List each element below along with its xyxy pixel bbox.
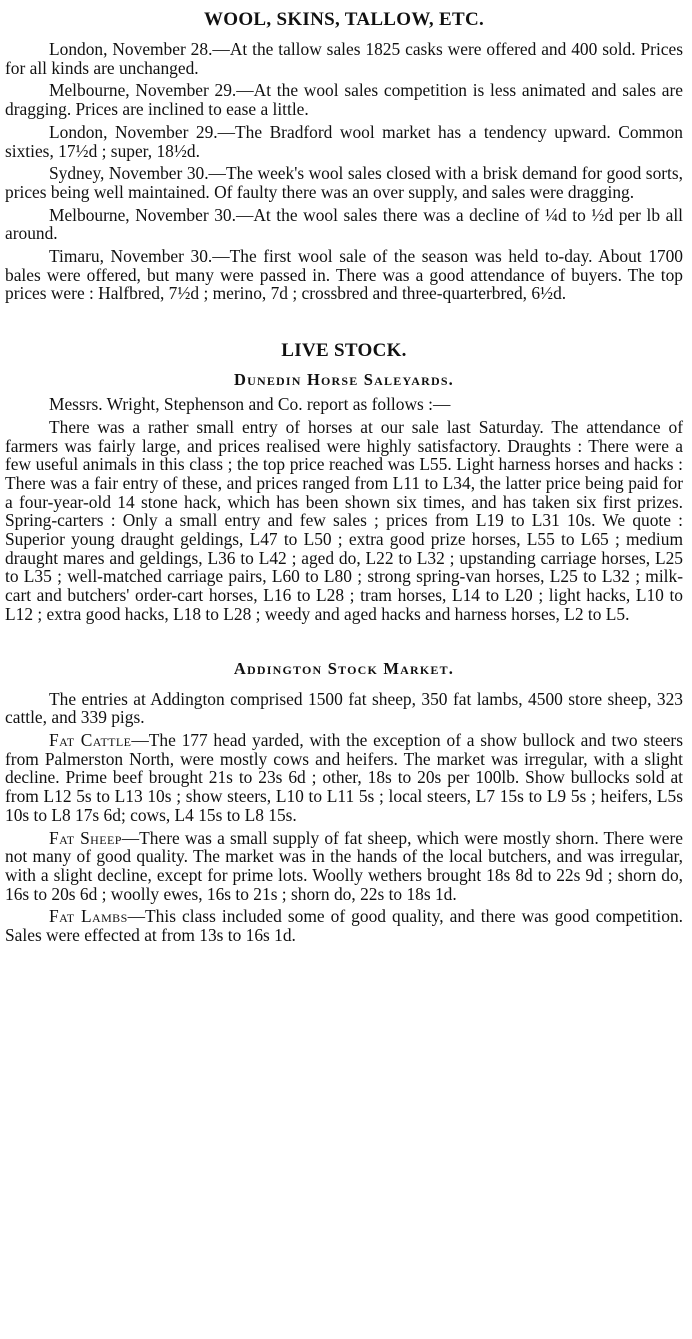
section-spacer (5, 628, 683, 658)
wool-paragraph-2: Melbourne, November 29.—At the wool sales competition is less animated and sales are dragging. Prices are inclined to ease a little. (5, 80, 683, 120)
fat-lambs-text: —This class included some of good quality, and there was good competition. Sales were effected at from 13s to 16s 1d. (5, 906, 683, 946)
wool-section-title: WOOL, SKINS, TALLOW, ETC. (203, 9, 485, 30)
fat-cattle-text: —The 177 head yarded, with the exception of a show bullock and two steers from Palmerston North, were mostly cows and heifers. The market was irregular, with a slight decline. Prime beef brought 21s to 23s 6d ; other, 18s to 20s per 100lb. Show bullocks sold at from L12 5s to L13 10s ; show steers, L10 to L11 5s ; local steers, L7 15s to L9 5s ; heifers, L5s 10s to L8 17s 6d; cows, L4 15s to L8 15s. (5, 729, 683, 825)
dunedin-intro: Messrs. Wright, Stephenson and Co. report as follows :— (49, 394, 451, 415)
fat-sheep-lead: Fat Sheep (49, 827, 122, 848)
dunedin-subtitle: Dunedin Horse Saleyards. (233, 370, 455, 390)
fat-cattle-lead: Fat Cattle (49, 729, 132, 750)
fat-lambs-paragraph (5, 907, 683, 944)
addington-subtitle: Addington Stock Market. (233, 658, 455, 678)
fat-sheep-text: —There was a small supply of fat sheep, which were mostly shorn. There were not many of good quality. The market was in the hands of the local butchers, and was irregular, with a slight decline, except for prime lots. Woolly wethers brought 18s 8d to 22s 9d ; shorn do, 16s to 20s 6d ; woolly ewes, 16s to 21s ; shorn do, 22s to 18s 1d. (5, 827, 684, 904)
livestock-section (5, 339, 683, 945)
section-spacer (5, 307, 683, 339)
wool-paragraph-1: London, November 28.—At the tallow sales 1825 casks were offered and 400 sold. Prices for all kinds are unchanged. (5, 39, 683, 78)
livestock-section-title: LIVE STOCK. (281, 340, 407, 362)
addington-intro: The entries at Addington comprised 1500 fat sheep, 350 fat lambs, 4500 store sheep, 323 cattle, and 339 pigs. (5, 688, 683, 728)
wool-section (5, 8, 683, 303)
fat-sheep-paragraph (5, 829, 683, 904)
wool-paragraph-4: Sydney, November 30.—The week's wool sales closed with a brisk demand for good sorts, prices being well maintained. Of faulty there was an over supply, and sales were dragging. (5, 163, 683, 202)
wool-paragraph-5: Melbourne, November 30.—At the wool sales there was a decline of ¼d to ½d per lb all around. (5, 204, 683, 244)
dunedin-report: There was a rather small entry of horses at our sale last Saturday. The attendance of farmers was fairly large, and prices realised were highly satisfactory. Draughts : There were a few useful animals in this class ; the top price reached was L55. Light harness horses and hacks : There was a fair entry of these, and prices ranged from L11 to L34, the latter price being paid for a four-year-old 14 stone hack, which has been shown six times, and has taken six first prizes. Spring-carters : Only a small entry and few sales ; prices from L19 to L31 10s. We quote : Superior young draught geldings, L47 to L50 ; extra good prize horses, L55 to L65 ; medium draught mares and geldings, L36 to L42 ; aged do, L22 to L32 ; upstanding carriage horses, L25 to L35 ; well-matched carriage pairs, L60 to L80 ; strong spring-van horses, L25 to L32 ; milk-cart and butchers' order-cart horses, L16 to L28 ; tram horses, L14 to L20 ; light hacks, L10 to L12 ; extra good hacks, L18 to L28 ; weedy and aged hacks and harness horses, L2 to L5. (5, 416, 683, 624)
wool-paragraph-6: Timaru, November 30.—The first wool sale of the season was held to-day. About 1700 bales were offered, but many were passed in. There was a good attendance of buyers. The top prices were : Halfbred, 7½d ; merino, 7d ; crossbred and three-quarterbred, 6½d. (5, 246, 683, 304)
fat-cattle-paragraph (5, 731, 683, 825)
fat-lambs-lead: Fat Lambs (49, 906, 128, 927)
wool-paragraph-3: London, November 29.—The Bradford wool market has a tendency upward. Common sixties, 17½d ; super, 18½d. (5, 121, 683, 161)
